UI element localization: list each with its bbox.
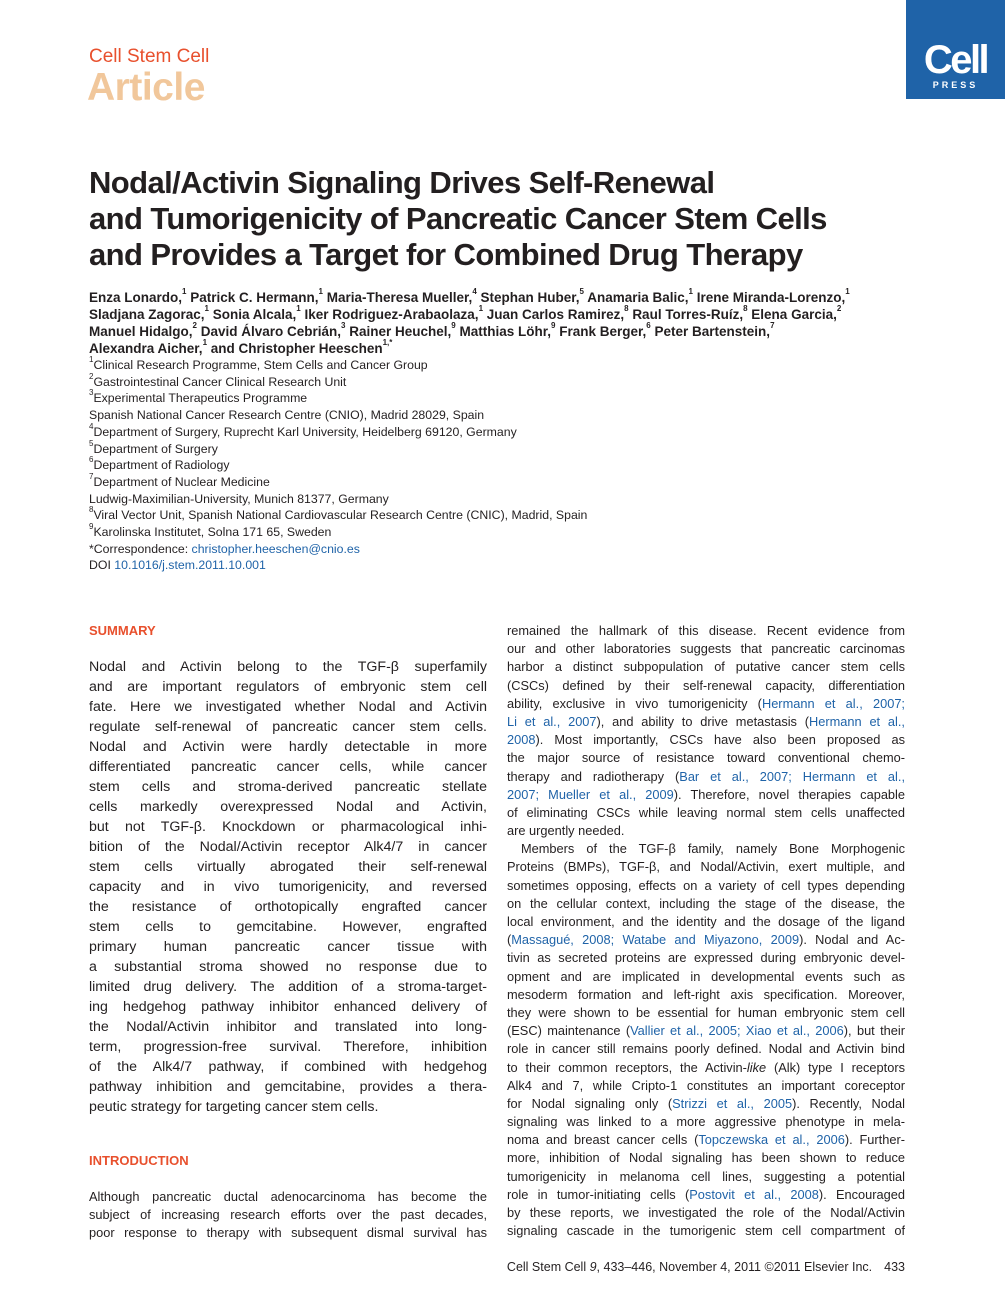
body-text-line [507,731,905,749]
author-name: Manuel Hidalgo, [89,324,193,339]
body-text-line [507,786,905,804]
affiliation-line [89,407,909,424]
affiliation-line [89,524,909,541]
correspondence-line [89,541,909,558]
journal-name: Cell Stem Cell [89,46,210,67]
italic-fragment: like [746,1059,767,1075]
text-run: local environment, and the identity and the dosage of the ligand [507,914,905,929]
summary-line: peutic strategy for targeting cancer stem cells. [89,1099,379,1115]
citation-link[interactable]: Topczewska et al., 2006 [698,1132,845,1148]
text-run: signaling cascade in the tumorigenic stem cell compartment of [507,1223,905,1239]
author-name: Raul Torres-Ruíz, [632,307,744,322]
body-text-line [507,931,905,949]
summary-line: but not TGF-β. Knockdown or pharmacological inhi- [89,819,487,835]
body-text-line [507,877,905,895]
text-run: tumorigenicity in melanoma cell lines, suggesting a potential [507,1168,905,1184]
text-run: more, inhibition of Nodal signaling has been shown to reduce [507,1150,905,1166]
text-run: (ESC) maintenance ( [507,1023,631,1039]
text-run: opment and are implicated in developmental events such as [507,968,905,984]
body-text-line [507,949,905,967]
body-text-line [507,1113,905,1131]
body-text-line [507,895,905,913]
affiliation-text: Ludwig-Maximilian-University, Munich 81377, Germany [89,491,389,506]
logo-brand: Cell [923,38,988,82]
text-run: Alk4 and 7, while Cripto-1 constitutes an important coreceptor [507,1077,905,1093]
logo-press: PRESS [932,80,979,90]
affiliation-text: Clinical Research Programme, Stem Cells and Cancer Group [93,358,428,372]
citation-link[interactable]: Vallier et al., 2005; Xiao et al., 2006 [630,1023,844,1039]
text-run: harbor a distinct subpopulation of putative cancer stem cells [507,659,905,675]
correspondence-email-link[interactable]: christopher.heeschen@cnio.es [191,541,360,556]
publisher-logo [906,0,1005,99]
affiliation-text: Department of Radiology [93,458,230,473]
affiliation-marker: 4 [89,421,94,431]
introduction-text [89,1188,487,1243]
citation-link[interactable]: Hermann et al., 2007; [761,695,905,711]
text-run: ). Further- [844,1132,905,1148]
text-run: ), and ability to drive metastasis ( [596,713,810,729]
author-affiliation-marker: 1,* [382,338,393,347]
text-run: on the cellular context, including the stage of the disease, the [507,895,905,911]
affiliation-text: Viral Vector Unit, Spanish National Cardiovascular Research Centre (CNIC), Madrid, Spain [93,508,588,523]
affiliation-marker: 9 [89,522,94,532]
affiliation-text: Karolinska Institutet, Solna 171 65, Sweden [93,525,332,540]
title-line: and Provides a Target for Combined Drug Therapy [89,237,803,272]
author-affiliation-marker: 3 [341,321,346,330]
citation-link[interactable]: Hermann et al., [809,713,905,729]
footer-journal: Cell Stem Cell [506,1260,590,1274]
italic-term: Activin-like [704,1059,767,1075]
citation-link[interactable]: Massagué, 2008; Watabe and Miyazono, 2009 [511,932,800,948]
text-run: Members of the TGF-β family, namely Bone Morphogenic [521,841,905,857]
body-text-line [507,677,905,695]
author-name: Stephan Huber, [480,290,580,305]
doi-link[interactable]: 10.1016/j.stem.2011.10.001 [114,558,266,573]
citation-link[interactable]: Strizzi et al., 2005 [672,1095,793,1111]
author-name: Peter Bartenstein, [654,324,771,339]
affiliation-line [89,438,909,458]
body-text-line [507,913,905,931]
text-run: tivin as secreted proteins are expressed during embryonic devel- [507,950,905,966]
author-line [89,323,909,340]
author-affiliation-marker: 1 [202,338,208,347]
author-name: Frank Berger, [559,324,647,339]
body-text-line [507,749,905,767]
affiliation-text: Department of Surgery, Ruprecht Karl University, Heidelberg 69120, Germany [93,424,517,439]
summary-line: cells markedly overexpressed Nodal and Activin, [89,799,487,815]
author-affiliation-marker: 8 [624,304,629,313]
body-text-line [507,840,905,858]
right-column-text [507,622,905,1240]
author-name: Anamaria Balic, [587,290,689,305]
summary-line: Nodal and Activin belong to the TGF-β superfamily [89,659,487,675]
author-list [89,289,909,357]
body-text-line [507,1095,905,1113]
text-run: ( [507,932,512,948]
author-name: Juan Carlos Ramirez, [486,307,625,322]
text-run: ), but their [843,1023,905,1039]
article-type-label: Article [87,66,205,109]
body-text-line [507,1186,905,1204]
author-name: and Christopher Heeschen [210,341,383,356]
summary-heading: SUMMARY [89,623,156,638]
introduction-line: poor response to therapy with subsequent dismal survival has [89,1225,487,1241]
author-name: Rainer Heuchel, [349,324,452,339]
footer-citation: , 433–446, November 4, 2011 ©2011 Elsevier Inc. [596,1260,873,1274]
summary-line: capacity and in vivo tumorigenicity, and reversed [89,879,487,895]
author-affiliation-marker: 1 [688,287,693,296]
summary-line: regulate self-renewal of pancreatic cancer stem cells. [89,719,487,735]
title-line: Nodal/Activin Signaling Drives Self-Renewal [89,165,715,200]
author-name: Maria-Theresa Mueller, [326,290,473,305]
citation-link[interactable]: 2008 [507,732,536,748]
summary-line: primary human pancreatic cancer tissue with [89,939,487,955]
text-run: therapy and radiotherapy ( [507,768,680,784]
summary-line: fate. Here we investigated whether Nodal and Activin [89,699,487,715]
body-text-line [507,1131,905,1149]
citation-link[interactable]: 2007; Mueller et al., 2009 [507,786,674,802]
body-text-line [507,1040,905,1058]
summary-line: stem cells virtually abrogated their self-renewal [89,859,487,875]
body-text-line [507,713,905,731]
author-affiliation-marker: 7 [770,321,775,330]
affiliation-text: Department of Surgery [93,441,218,456]
body-text-line [507,1004,905,1022]
summary-line: term, progression-free survival. Therefore, inhibition [89,1039,487,1055]
text-run: ). Recently, Nodal [792,1095,905,1111]
author-affiliation-marker: 1 [182,287,187,296]
text-run: ). Encouraged [818,1186,905,1202]
author-name: Enza Lonardo, [89,290,183,305]
text-run: noma and breast cancer cells ( [507,1132,699,1148]
text-run: of eliminating CSCs while leaving normal stem cells unaffected [507,804,905,820]
summary-line: the resistance of orthotopically engrafted cancer [89,899,487,915]
affiliation-marker: 8 [89,505,94,515]
text-run: remained the hallmark of this disease. Recent evidence from [507,623,905,638]
summary-line: limited drug delivery. The addition of a stroma-target- [89,979,487,995]
text-run: role in cancer still remains poorly defined. Nodal and Activin bind [507,1041,905,1057]
summary-line: ing hedgehog pathway inhibitor enhanced delivery of [89,999,487,1015]
author-name: Sonia Alcala, [212,307,297,322]
introduction-heading: INTRODUCTION [89,1153,189,1168]
summary-line: and are important regulators of embryonic stem cell [89,679,487,695]
body-text-line [507,1204,905,1222]
doi-line [89,557,909,574]
author-name: Sladjana Zagorac, [89,307,205,322]
affiliation-line [89,491,909,508]
body-text-line [507,986,905,1004]
body-text-line [507,1222,905,1240]
author-name: Irene Miranda-Lorenzo, [696,290,846,305]
body-text-line [507,658,905,676]
text-run: signaling was linked to a more aggressive phenotype in mela- [507,1114,905,1130]
text-run: the major source of resistance toward conventional chemo- [507,750,905,766]
body-text-line [507,1059,905,1077]
body-text-line [507,622,905,640]
affiliation-line [89,390,909,407]
text-run: role in tumor-initiating cells ( [507,1186,690,1202]
body-text-line [507,768,905,786]
body-text-line [507,1168,905,1186]
summary-line: of the Alk4/7 pathway, if combined with hedgehog [89,1059,487,1075]
author-line [89,306,909,323]
citation-link[interactable]: Postovit et al., 2008 [689,1186,819,1202]
body-text-line [507,804,905,822]
summary-line: stem cells and stroma-derived pancreatic stellate [89,779,487,795]
affiliation-text: Gastrointestinal Cancer Clinical Research Unit [93,374,347,389]
author-line [89,340,909,357]
author-name: Elena Garcia, [751,307,837,322]
text-run: (Alk) type I receptors [766,1059,905,1075]
text-run: our and other laboratories suggests that pancreatic carcinomas [507,641,905,657]
affiliation-line [89,371,909,391]
summary-line: a substantial stroma showed no response due to [89,959,487,975]
body-text-line [507,822,905,840]
article-title [89,165,909,273]
affiliation-text: Spanish National Cancer Research Centre (CNIO), Madrid 28029, Spain [89,408,485,423]
text-run: sometimes opposing, effects on a variety of cell types depending [507,877,905,893]
page-number: 433 [884,1260,905,1274]
text-run: ). Nodal and Ac- [799,932,905,948]
affiliation-marker: 3 [89,388,94,398]
text-run: they were shown to be essential for human embryonic stem cell [507,1004,905,1020]
introduction-line: subject of increasing research efforts over the past decades, [89,1207,487,1223]
summary-line: the Nodal/Activin inhibitor and translated into long- [89,1019,487,1035]
body-text-line [507,695,905,713]
citation-link[interactable]: Bar et al., 2007; Hermann et al., [679,768,905,784]
text-run: ability, exclusive in vivo tumorigenicity ( [507,695,762,711]
text-run: (CSCs) defined by their self-renewal capacity, differentiation [507,677,905,693]
doi-label: DOI [89,558,115,573]
body-text-line [507,640,905,658]
author-line [89,289,909,306]
author-affiliation-marker: 1 [296,304,301,313]
body-text-line [507,858,905,876]
introduction-line: Although pancreatic ductal adenocarcinoma has become the [89,1189,487,1204]
footer-volume: 9 [589,1260,597,1274]
author-affiliation-marker: 6 [646,321,651,330]
affiliation-marker: 1 [89,355,94,364]
affiliation-line [89,357,909,374]
text-run: by these reports, we investigated the role of the Nodal/Activin [507,1205,905,1220]
author-affiliation-marker: 5 [579,287,584,296]
body-text-line [507,1149,905,1167]
affiliation-list [89,357,909,574]
text-run: mesoderm formation and left-right axis specification. Moreover, [507,986,905,1002]
affiliation-marker: 6 [89,455,94,465]
summary-line: bition of the Nodal/Activin receptor Alk4/7 in cancer [89,839,487,855]
correspondence-label: *Correspondence: [89,541,192,556]
body-text-line [507,968,905,986]
author-affiliation-marker: 4 [472,287,477,296]
author-affiliation-marker: 1 [845,287,850,296]
affiliation-line [89,457,909,474]
text-run: for Nodal signaling only ( [507,1095,673,1111]
text-run: are urgently needed. [507,823,625,839]
page-footer [440,1259,905,1275]
affiliation-line [89,471,909,491]
affiliation-marker: 2 [89,371,94,381]
author-affiliation-marker: 8 [743,304,748,313]
text-run: to their common receptors, the [507,1059,705,1075]
affiliation-text: Department of Nuclear Medicine [93,474,270,489]
body-text-line [507,1022,905,1040]
title-line: and Tumorigenicity of Pancreatic Cancer Stem Cells [89,201,827,236]
body-text-line [507,1077,905,1095]
author-name: David Álvaro Cebrián, [200,324,342,339]
author-name: Matthias Löhr, [459,324,552,339]
affiliation-marker: 7 [89,471,94,481]
summary-line: Nodal and Activin were hardly detectable in more [89,739,487,755]
author-affiliation-marker: 1 [478,304,484,313]
author-affiliation-marker: 9 [451,321,456,330]
author-affiliation-marker: 1 [204,304,209,313]
author-affiliation-marker: 1 [318,287,323,296]
author-affiliation-marker: 2 [836,304,842,313]
author-name: Iker Rodriguez-Arabaolaza, [304,307,479,322]
affiliation-line [89,421,909,441]
author-affiliation-marker: 9 [551,321,556,330]
affiliation-line [89,507,909,524]
summary-line: pathway inhibition and gemcitabine, provides a thera- [89,1079,487,1095]
author-name: Patrick C. Hermann, [190,290,319,305]
text-run: Proteins (BMPs), TGF-β, and Nodal/Activin, exert multiple, and [507,859,905,875]
affiliation-marker: 5 [89,438,94,448]
summary-line: differentiated pancreatic cancer cells, while cancer [89,759,487,775]
text-run: ). Most importantly, CSCs have also been proposed as [535,732,905,748]
affiliation-text: Experimental Therapeutics Programme [93,391,308,406]
text-run: ). Therefore, novel therapies capable [673,786,905,802]
summary-text [89,657,487,1117]
summary-line: stem cells to gemcitabine. However, engrafted [89,919,487,935]
author-affiliation-marker: 2 [192,321,197,330]
citation-link[interactable]: Li et al., 2007 [507,713,597,729]
author-name: Alexandra Aicher, [89,341,203,356]
